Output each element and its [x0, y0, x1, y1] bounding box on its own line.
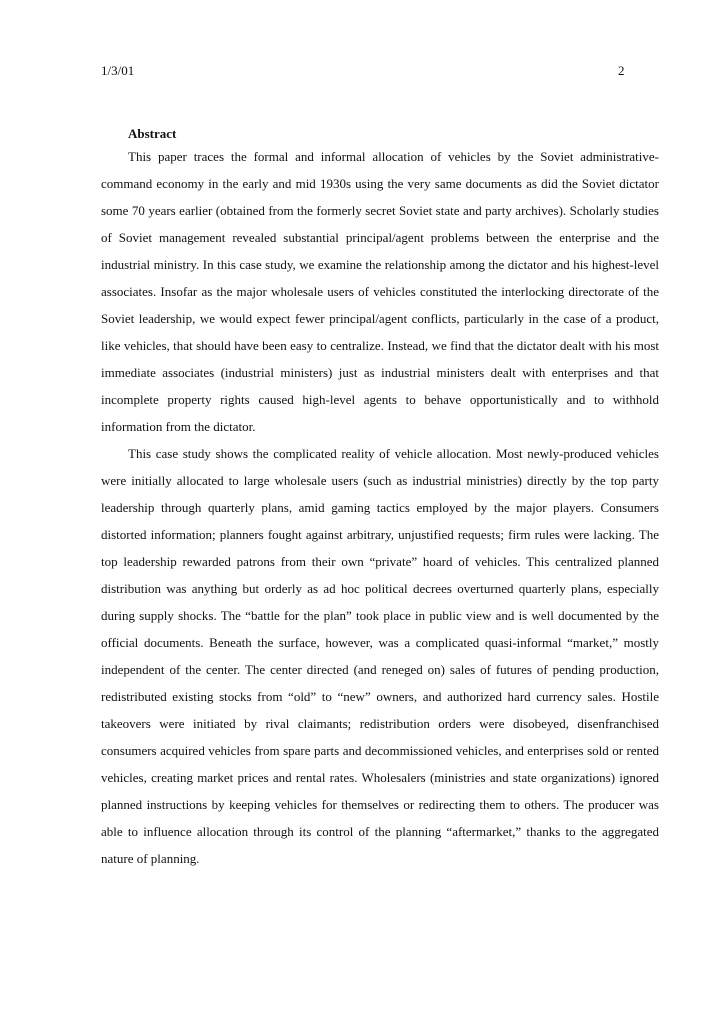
header-date: 1/3/01: [101, 63, 135, 78]
abstract-paragraph-1: This paper traces the formal and informal allocation of vehicles by the Soviet administrative-command economy in the early and mid 1930s using the very same documents as did the Soviet dictator some 70 years earlier (obtained from the formerly secret Soviet state and party archives). Scholarly studies of Soviet management revealed substantial principal/agent problems between the enterprise and the industrial ministry. In this case study, we examine the relationship among the dictator and his highest-level associates. Insofar as the major wholesale users of vehicles constituted the interlocking directorate of the Soviet leadership, we would expect fewer principal/agent conflicts, particularly in the case of a product, like vehicles, that should have been easy to centralize. Instead, we find that the dictator dealt with his most immediate associates (industrial ministers) just as industrial ministers dealt with enterprises and that incomplete property rights caused high-level agents to behave opportunistically and to withhold information from the dictator.: [101, 149, 659, 434]
page-number: 2: [618, 63, 625, 78]
abstract-paragraph-2: This case study shows the complicated reality of vehicle allocation. Most newly-produced vehicles were initially allocated to large wholesale users (such as industrial ministries) directly by the top party leadership through quarterly plans, amid gaming tactics employed by the major players. Consumers distorted information; planners fought against arbitrary, unjustified requests; firm rules were lacking. The top leadership rewarded patrons from their own “private” hoard of vehicles. This centralized planned distribution was anything but orderly as ad hoc political decrees overturned quarterly plans, especially during supply shocks. The “battle for the plan” took place in public view and is well documented by the official documents. Beneath the surface, however, was a complicated quasi-informal “market,” mostly independent of the center. The center directed (and reneged on) sales of futures of pending production, redistributed existing stocks from “old” to “new” owners, and authorized hard currency sales. Hostile takeovers were initiated by rival claimants; redistribution orders were disobeyed, disenfranchised consumers acquired vehicles from spare parts and decommissioned vehicles, and enterprises sold or rented vehicles, creating market prices and rental rates. Wholesalers (ministries and state organizations) ignored planned instructions by keeping vehicles for themselves or redirecting them to others. The producer was able to influence allocation through its control of the planning “aftermarket,” thanks to the aggregated nature of planning.: [101, 446, 659, 866]
abstract-title: Abstract: [128, 126, 177, 141]
abstract-section: [101, 124, 659, 872]
